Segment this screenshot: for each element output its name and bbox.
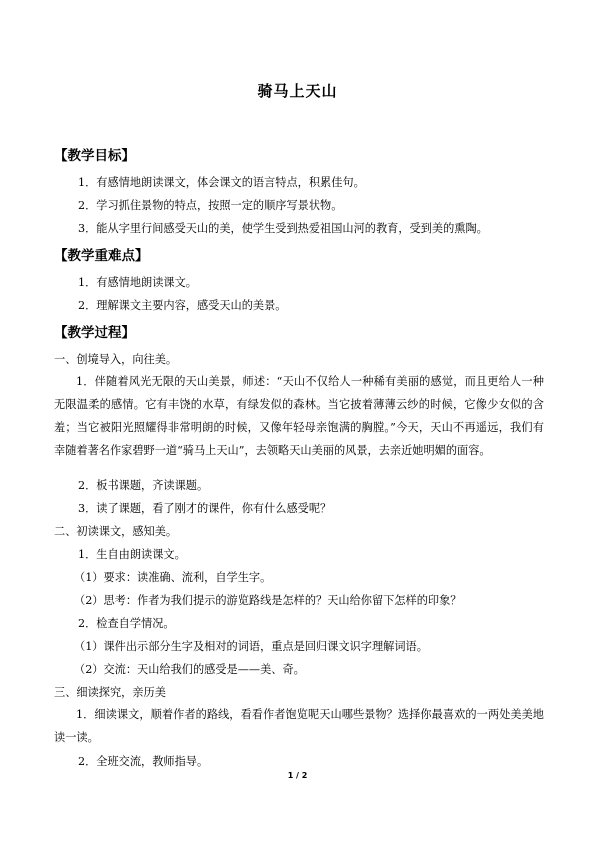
goal-item-3: 3．能从字里行间感受天山的美，使学生受到热爱祖国山河的教育，受到美的熏陶。: [78, 222, 488, 235]
page-number: 1 / 2: [287, 771, 308, 780]
process-part3-title: 三、细读探究，亲历美: [54, 686, 166, 699]
process-part2-title: 二、初读课文，感知美。: [54, 525, 178, 538]
process-part2-item-1b: （2）思考：作者为我们提示的游览路线是怎样的？天山给你留下怎样的印象？: [74, 594, 462, 607]
heading-key-points: 【教学重难点】: [54, 248, 149, 264]
heading-teaching-process: 【教学过程】: [54, 325, 135, 341]
process-part2-item-2a: （1）课件出示部分生字及相对的词语，重点是回归课文识字理解词语。: [74, 640, 428, 653]
goal-item-2: 2．学习抓住景物的特点，按照一定的顺序写景状物。: [78, 199, 343, 212]
process-part1-paragraph-1: 1．伴随着风光无限的天山美景，师述：“天山不仅给人一种稀有美丽的感觉，而且更给人一种无限温柔的感情。它有丰饶的水草，有绿发似的森林。当它披着薄薄云纱的时候，它像少女似的含羞；当它被阳光照耀得非常明朗的时候，又像年轻母亲饱满的胸膛。”今天，天山不再遥远，我们有幸随着著名作家碧野一道“骑马上天山”，去领略天山美丽的风景，去亲近她明媚的面容。: [54, 375, 544, 457]
process-part2-item-2b: （2）交流：天山给我们的感受是——美、奇。: [74, 663, 305, 676]
key-point-item-2: 2．理解课文主要内容，感受天山的美景。: [78, 299, 287, 312]
process-part2-item-1a: （1）要求：读准确、流利，自学生字。: [74, 571, 272, 584]
process-part3-paragraph-2: 2．全班交流，教师指导。: [78, 755, 209, 768]
key-point-item-1: 1．有感情地朗读课文。: [78, 276, 197, 289]
document-title: 骑马上天山: [257, 82, 338, 100]
process-part1-paragraph-3: 3．读了课题，看了刚才的课件，你有什么感受呢？: [78, 502, 332, 515]
process-part1-paragraph-2: 2．板书课题，齐读课题。: [78, 479, 209, 492]
process-part3-paragraph-1: 1．细读课文，顺着作者的路线，看看作者饱览呢天山哪些景物？选择你最喜欢的一两处美美地读一读。: [54, 708, 544, 744]
process-part2-item-1: 1．生自由朗读课文。: [78, 548, 186, 561]
process-part1-title: 一、创境导入，向往美。: [54, 353, 178, 366]
process-part2-item-2: 2．检查自学情况。: [78, 617, 175, 630]
heading-teaching-goals: 【教学目标】: [54, 148, 135, 164]
goal-item-1: 1．有感情地朗读课文，体会课文的语言特点，积累佳句。: [78, 176, 365, 189]
